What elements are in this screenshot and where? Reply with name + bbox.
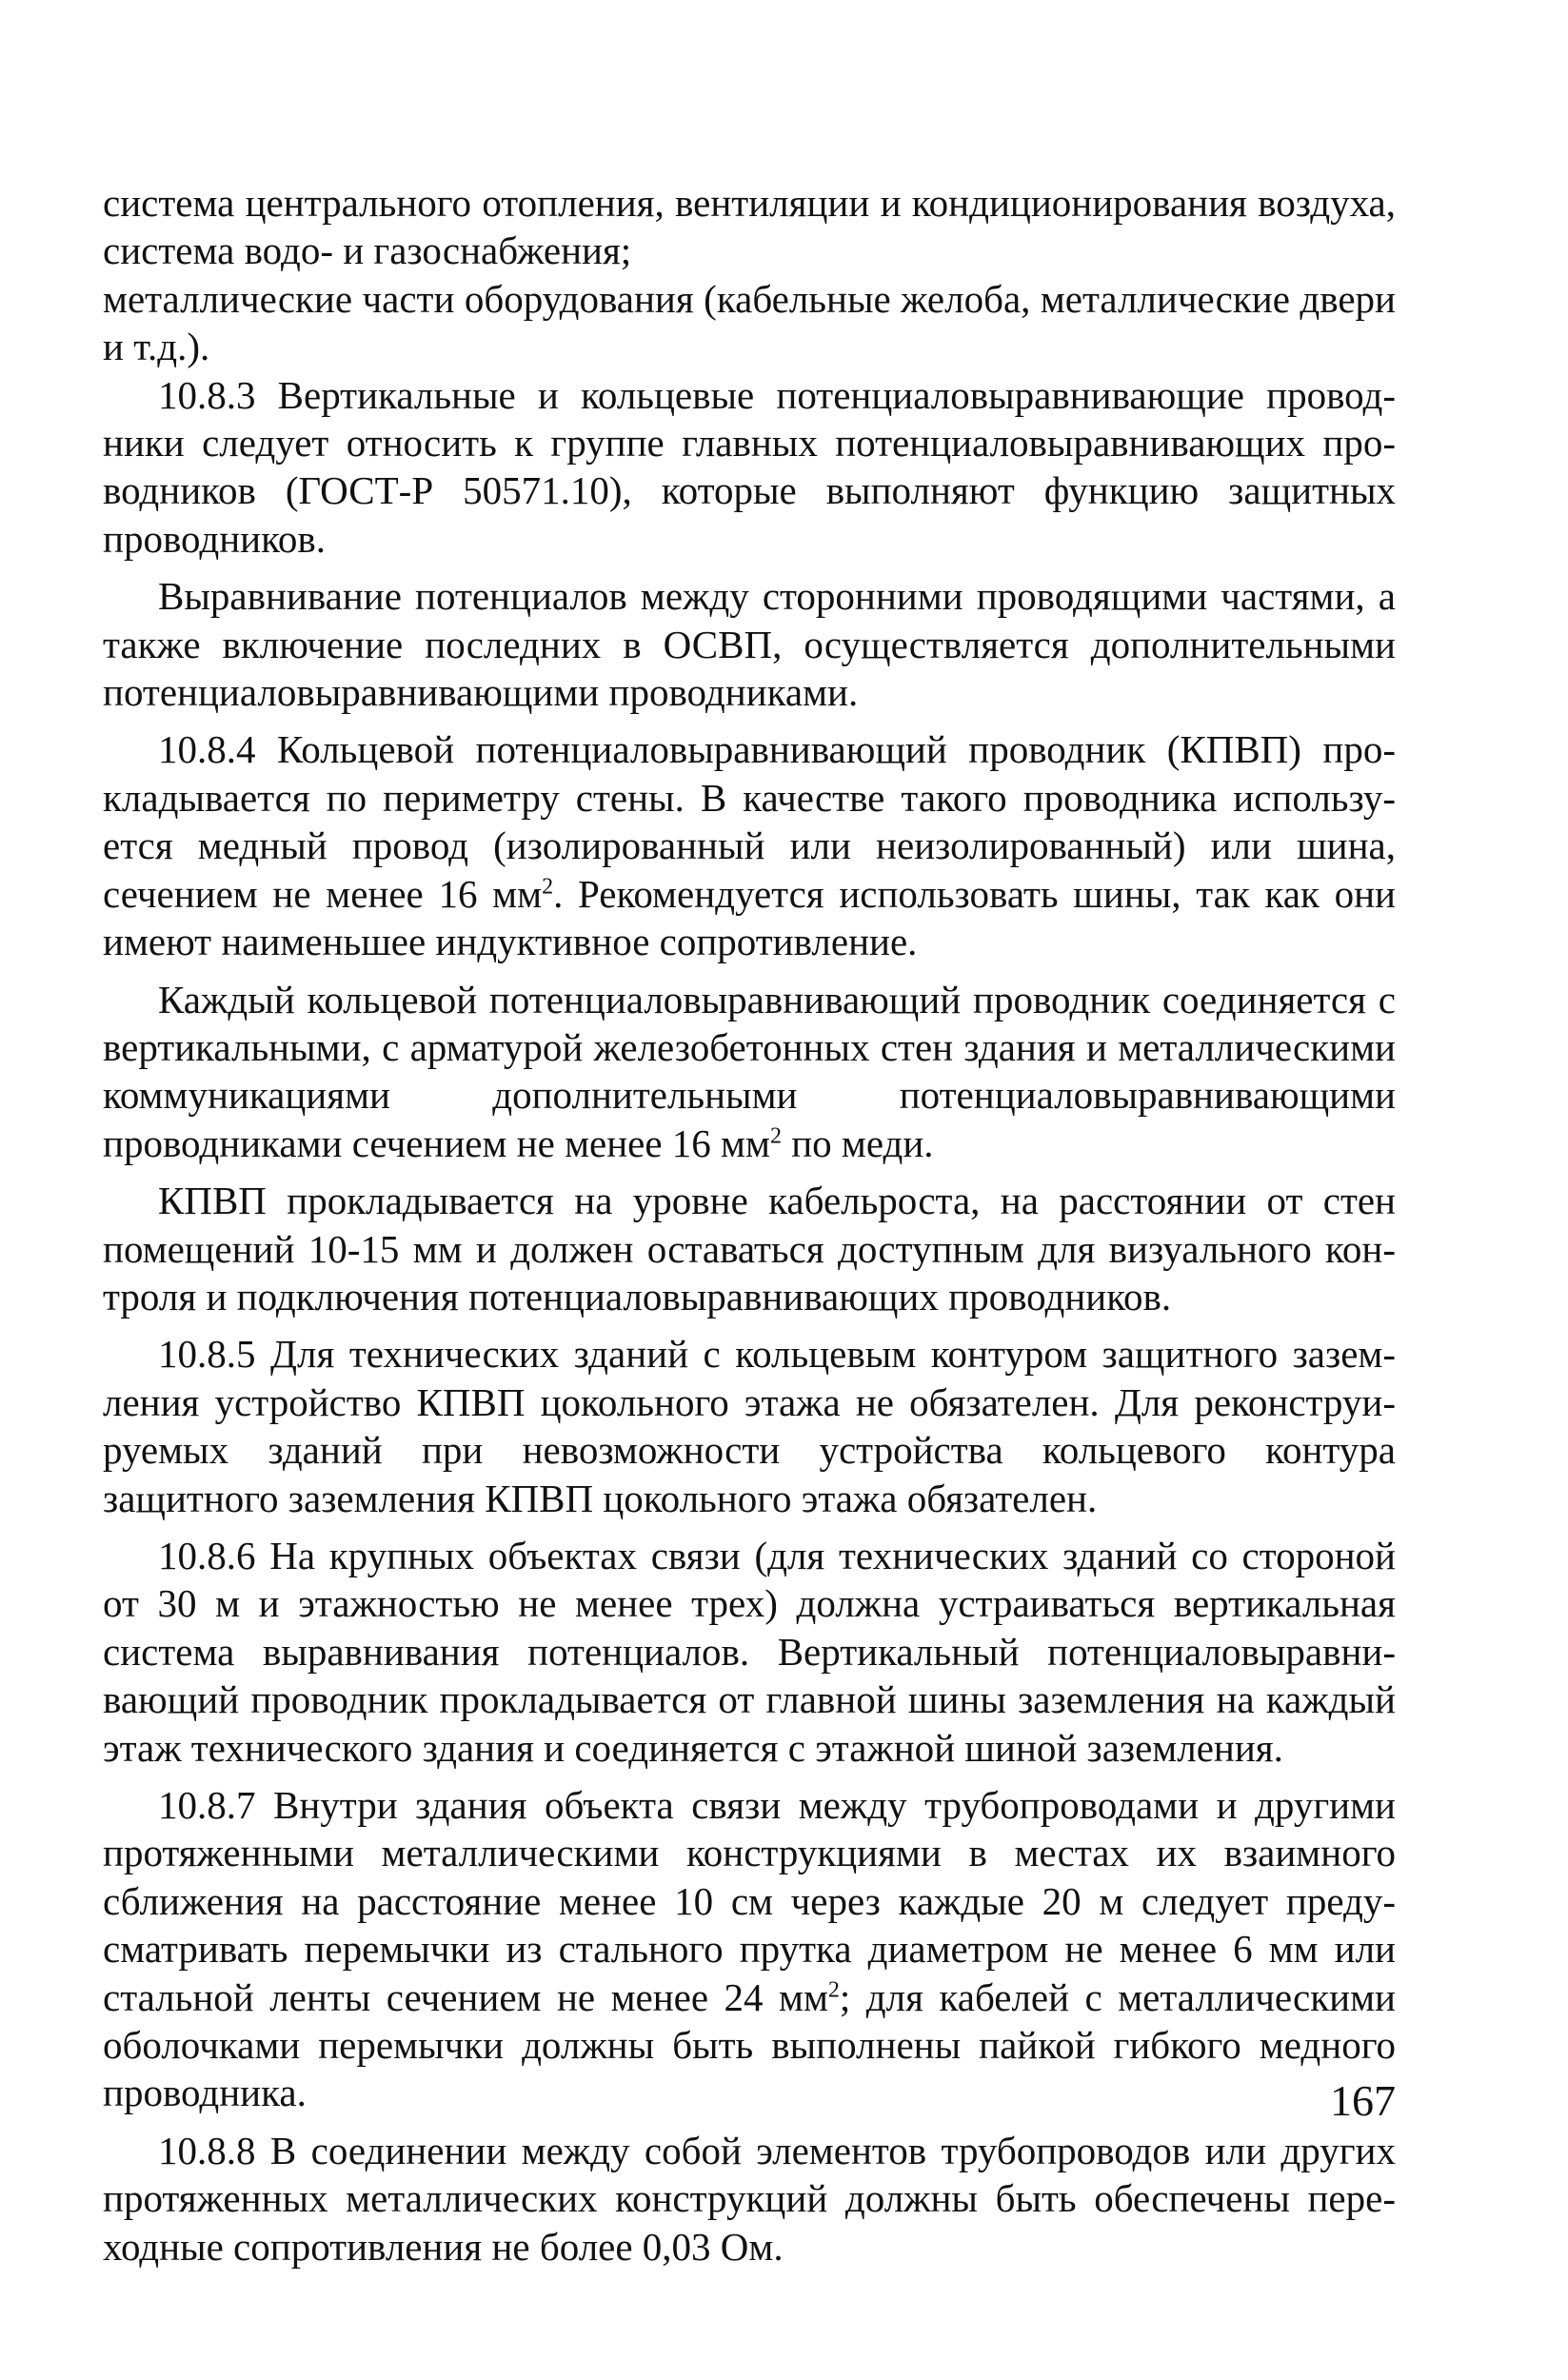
paragraph-potential-equalization: Выравнивание потенциалов между сторонними проводящими частями, а также включение последних в ОСВП, осуществляется дополнительными потенциаловыравнивающими проводниками.	[103, 574, 1396, 715]
superscript: 2	[769, 1123, 782, 1149]
page-body	[103, 179, 1396, 2271]
paragraph-text-part: по меди.	[781, 1121, 934, 1165]
paragraph-text-part: 10.8.7 Внутри здания объекта связи между трубопроводами и другими протяженными металлическими конструкциями в местах их взаимного сближения на расстояние менее 10 см через каждые 20 м следует предусматривать перемычки из стального прутка диаметром не менее 6 мм или стальной ленты сечением не менее 24 мм	[103, 1783, 1396, 2019]
paragraph-heating-systems: система центрального отопления, вентиляции и кондиционирования воздуха, система водо- и газоснабжения;	[103, 181, 1396, 273]
paragraph-clause-10-8-8: 10.8.8 В соединении между собой элементов трубопроводов или других протяженных металлических конструкций должны быть обеспечены переходные сопротивления не более 0,03 Ом.	[103, 2128, 1396, 2269]
paragraph-clause-10-8-6: 10.8.6 На крупных объектах связи (для технических зданий со стороной от 30 м и этажностью не менее трех) должна устраиваться вертикальная система выравнивания потенциалов. Вертикальный потенциаловыравнивающий проводник прокладывается от главной шины заземления на каждый этаж технического здания и соединяется с этажной шиной заземления.	[103, 1533, 1396, 1770]
paragraph-clause-10-8-7	[103, 1781, 1396, 2117]
paragraph-text-part: 10.8.4 Кольцевой потенциаловыравнивающий проводник (КПВП) прокладывается по периметру стены. В качестве такого проводника используется медный провод (изолированный или неизолированный) или шина, сечением не менее 16 мм	[103, 727, 1396, 916]
paragraph-kpvp-routing: КПВП прокладывается на уровне кабельроста, на расстоянии от стен помещений 10-15 мм и должен оставаться доступным для визуального контроля и подключения потенциаловыравнивающих проводников.	[103, 1179, 1396, 1319]
paragraph-clause-10-8-3: 10.8.3 Вертикальные и кольцевые потенциаловыравнивающие проводники следует относить к группе главных потенциаловыравнивающих проводников (ГОСТ-Р 50571.10), которые выполняют функцию защитных проводников.	[103, 372, 1396, 561]
superscript: 2	[827, 1976, 840, 2002]
paragraph-clause-10-8-5: 10.8.5 Для технических зданий с кольцевым контуром защитного заземления устройство КПВП цокольного этажа не обязателен. Для реконструируемых зданий при невозможности устройства кольцевого контура защитного заземления КПВП цокольного этажа обязателен.	[103, 1332, 1396, 1520]
paragraph-metal-equipment: металлические части оборудования (кабельные желоба, металлические двери и т.д.).	[103, 276, 1396, 369]
paragraph-text-part: Каждый кольцевой потенциаловыравнивающий проводник соединяется с вертикальными, с арматурой железобетонных стен здания и металлическими коммуникациями дополнительными потенциаловыравнивающими проводниками сечением не менее 16 мм	[103, 977, 1396, 1165]
paragraph-clause-10-8-4	[103, 725, 1396, 965]
page-number: 167	[1330, 2076, 1396, 2125]
paragraph-ring-conductor-connection	[103, 976, 1396, 1168]
superscript: 2	[542, 874, 554, 900]
paragraph-text-part: ; для кабелей с металлическими оболочками перемычки должны быть выполнены пайкой гибкого медного проводника.	[103, 1974, 1396, 2115]
paragraph-text-part: . Рекомендуется использовать шины, так как они имеют наименьшее индуктивное сопротивление.	[103, 871, 1396, 964]
